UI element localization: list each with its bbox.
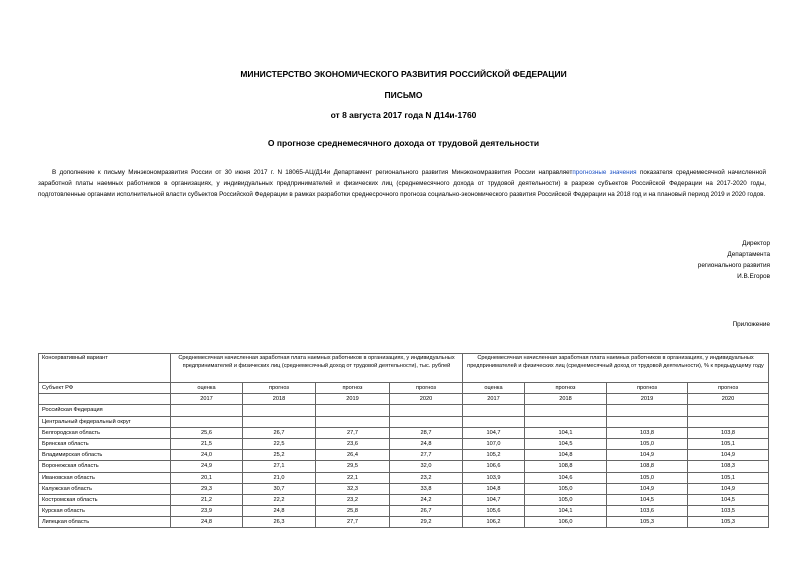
table-cell: 23,9 — [171, 506, 243, 517]
table-cell: 108,3 — [688, 461, 769, 472]
letter-body — [38, 167, 766, 200]
table-cell: 30,7 — [243, 483, 316, 494]
table-cell — [688, 416, 769, 427]
table-cell — [171, 416, 243, 427]
table-cell — [243, 416, 316, 427]
table-cell: 105,0 — [525, 483, 607, 494]
document-date: от 8 августа 2017 года N Д14и-1760 — [330, 110, 477, 120]
table-row — [39, 483, 769, 494]
table-cell: 22,1 — [316, 472, 390, 483]
table-cell: 107,0 — [463, 438, 525, 449]
signature-block — [570, 238, 770, 282]
table-cell: 104,7 — [463, 494, 525, 505]
table-cell: 23,6 — [316, 438, 390, 449]
table-row — [39, 494, 769, 505]
table-cell: 105,3 — [688, 517, 769, 528]
document-subject: О прогнозе среднемесячного дохода от трудовой деятельности — [267, 138, 540, 148]
letter-body-part2: показателя среднемесячной начисленной заработной платы наемных работников в организациях, у индивидуальных предпринимателей и физических лиц (среднемесячного дохода от трудовой деятельности) в разрезе субъектов Российской Федерации на 2017-2020 годы, подготовленные органами исполнительной власти субъектов Российской Федерации в рамках разработки среднесрочного прогноза социально-экономического развития Российской Федерации на 2018 год и на плановый период 2019 и 2020 годов. — [38, 169, 766, 198]
table-cell: 26,4 — [316, 450, 390, 461]
region-name: Владимирская область — [39, 450, 171, 461]
table-cell: 20,1 — [171, 472, 243, 483]
table-cell — [607, 405, 688, 416]
table-cell: 23,2 — [390, 472, 463, 483]
column-kind: прогноз — [316, 383, 390, 394]
region-name: Калужская область — [39, 483, 171, 494]
table-cell: 105,0 — [607, 438, 688, 449]
table-cell: 104,9 — [607, 450, 688, 461]
signature-department-name: регионального развития — [697, 262, 770, 269]
table-cell: 104,9 — [688, 450, 769, 461]
table-cell — [316, 405, 390, 416]
region-name: Российская Федерация — [39, 405, 171, 416]
region-name: Центральный федеральный округ — [39, 416, 171, 427]
table-cell: 24,8 — [390, 438, 463, 449]
table-cell: 22,2 — [243, 494, 316, 505]
empty-header-cell — [39, 394, 171, 405]
table-cell: 21,2 — [171, 494, 243, 505]
table-cell: 22,5 — [243, 438, 316, 449]
column-year: 2017 — [171, 394, 243, 405]
table-cell: 21,0 — [243, 472, 316, 483]
signature-position: Директор — [742, 240, 770, 247]
table-cell — [463, 416, 525, 427]
table-cell: 104,1 — [525, 427, 607, 438]
table-cell: 104,7 — [463, 427, 525, 438]
table-cell: 27,1 — [243, 461, 316, 472]
table-cell: 108,8 — [607, 461, 688, 472]
table-cell: 32,0 — [390, 461, 463, 472]
subject-header: Субъект РФ — [39, 383, 171, 394]
table-row — [39, 405, 769, 416]
region-name: Белгородская область — [39, 427, 171, 438]
table-cell: 105,0 — [525, 494, 607, 505]
table-cell — [525, 416, 607, 427]
column-year: 2017 — [463, 394, 525, 405]
table-cell: 103,8 — [688, 427, 769, 438]
ministry-title: МИНИСТЕРСТВО ЭКОНОМИЧЕСКОГО РАЗВИТИЯ РОССИЙСКОЙ ФЕДЕРАЦИИ — [240, 69, 567, 79]
table-cell: 27,7 — [316, 517, 390, 528]
table-cell: 104,1 — [525, 506, 607, 517]
table-cell: 24,8 — [171, 517, 243, 528]
table-cell: 24,8 — [243, 506, 316, 517]
table-cell — [243, 405, 316, 416]
table-row — [39, 472, 769, 483]
column-kind: прогноз — [688, 383, 769, 394]
table-cell — [171, 405, 243, 416]
table-cell: 25,2 — [243, 450, 316, 461]
table-cell — [607, 416, 688, 427]
table-cell: 104,8 — [463, 483, 525, 494]
table-row — [39, 416, 769, 427]
region-name: Липецкая область — [39, 517, 171, 528]
table-cell: 104,8 — [525, 450, 607, 461]
column-year: 2019 — [607, 394, 688, 405]
table-cell — [688, 405, 769, 416]
table-cell: 32,3 — [316, 483, 390, 494]
table-cell: 26,3 — [243, 517, 316, 528]
table-cell — [390, 416, 463, 427]
table-cell: 24,9 — [171, 461, 243, 472]
forecast-values-link[interactable]: прогнозные значения — [572, 169, 637, 176]
group-header-percent: Среднемесячная начисленная заработная плата наемных работников в организациях, у индивидуальных предпринимателей и физических лиц (среднемесячный доход от трудовой деятельности), % к предыдущему году — [463, 354, 769, 383]
column-kind: прогноз — [390, 383, 463, 394]
table-cell: 26,7 — [243, 427, 316, 438]
table-row — [39, 461, 769, 472]
table-cell: 27,7 — [390, 450, 463, 461]
column-kind: оценка — [171, 383, 243, 394]
table-cell: 105,6 — [463, 506, 525, 517]
table-row — [39, 427, 769, 438]
column-year: 2018 — [243, 394, 316, 405]
table-row — [39, 438, 769, 449]
table-cell — [316, 416, 390, 427]
table-cell: 104,9 — [688, 483, 769, 494]
column-kind: прогноз — [525, 383, 607, 394]
table-cell: 28,7 — [390, 427, 463, 438]
table-cell: 25,6 — [171, 427, 243, 438]
letter-body-part1: В дополнение к письму Минэкономразвития России от 30 июня 2017 г. N 18065-АЦ/Д14и Департамент регионального развития Минэкономразвития России направляет — [52, 169, 573, 176]
table-cell — [525, 405, 607, 416]
table-cell: 105,3 — [607, 517, 688, 528]
signature-name: И.В.Егоров — [737, 273, 770, 280]
table-cell: 29,3 — [171, 483, 243, 494]
table-cell: 105,1 — [688, 472, 769, 483]
variant-header: Консервативный вариант — [39, 354, 171, 383]
table-cell: 29,2 — [390, 517, 463, 528]
table-cell — [463, 405, 525, 416]
signature-department: Департамента — [727, 251, 770, 258]
forecast-table — [38, 353, 769, 528]
table-cell: 103,8 — [607, 427, 688, 438]
table-cell: 105,0 — [607, 472, 688, 483]
table-cell: 103,6 — [607, 506, 688, 517]
table-cell: 23,2 — [316, 494, 390, 505]
table-row — [39, 450, 769, 461]
column-kind: прогноз — [243, 383, 316, 394]
table-cell: 33,8 — [390, 483, 463, 494]
column-year: 2020 — [688, 394, 769, 405]
column-kind: прогноз — [607, 383, 688, 394]
table-row — [39, 506, 769, 517]
column-year: 2019 — [316, 394, 390, 405]
table-cell: 26,7 — [390, 506, 463, 517]
document-type: ПИСЬМО — [384, 90, 423, 100]
table-cell: 104,5 — [525, 438, 607, 449]
table-cell: 21,5 — [171, 438, 243, 449]
table-cell: 105,2 — [463, 450, 525, 461]
column-year: 2020 — [390, 394, 463, 405]
table-cell: 106,2 — [463, 517, 525, 528]
table-cell: 105,1 — [688, 438, 769, 449]
table-cell: 104,9 — [607, 483, 688, 494]
table-cell: 103,9 — [463, 472, 525, 483]
table-cell: 27,7 — [316, 427, 390, 438]
table-cell: 24,0 — [171, 450, 243, 461]
table-cell: 108,8 — [525, 461, 607, 472]
table-cell: 25,8 — [316, 506, 390, 517]
table-cell: 104,6 — [525, 472, 607, 483]
region-name: Костромская область — [39, 494, 171, 505]
group-header-rubles: Среднемесячная начисленная заработная плата наемных работников в организациях, у индивидуальных предпринимателей и физических лиц (среднемесячный доход от трудовой деятельности), тыс. рублей — [171, 354, 463, 383]
table-cell: 106,0 — [525, 517, 607, 528]
table-cell: 104,5 — [607, 494, 688, 505]
region-name: Воронежская область — [39, 461, 171, 472]
table-cell: 103,5 — [688, 506, 769, 517]
table-cell: 24,2 — [390, 494, 463, 505]
region-name: Брянская область — [39, 438, 171, 449]
table-cell: 29,5 — [316, 461, 390, 472]
region-name: Курская область — [39, 506, 171, 517]
appendix-label: Приложение — [732, 321, 770, 328]
column-kind: оценка — [463, 383, 525, 394]
table-cell — [390, 405, 463, 416]
table-cell: 106,6 — [463, 461, 525, 472]
column-year: 2018 — [525, 394, 607, 405]
table-row — [39, 517, 769, 528]
region-name: Ивановская область — [39, 472, 171, 483]
table-cell: 104,5 — [688, 494, 769, 505]
